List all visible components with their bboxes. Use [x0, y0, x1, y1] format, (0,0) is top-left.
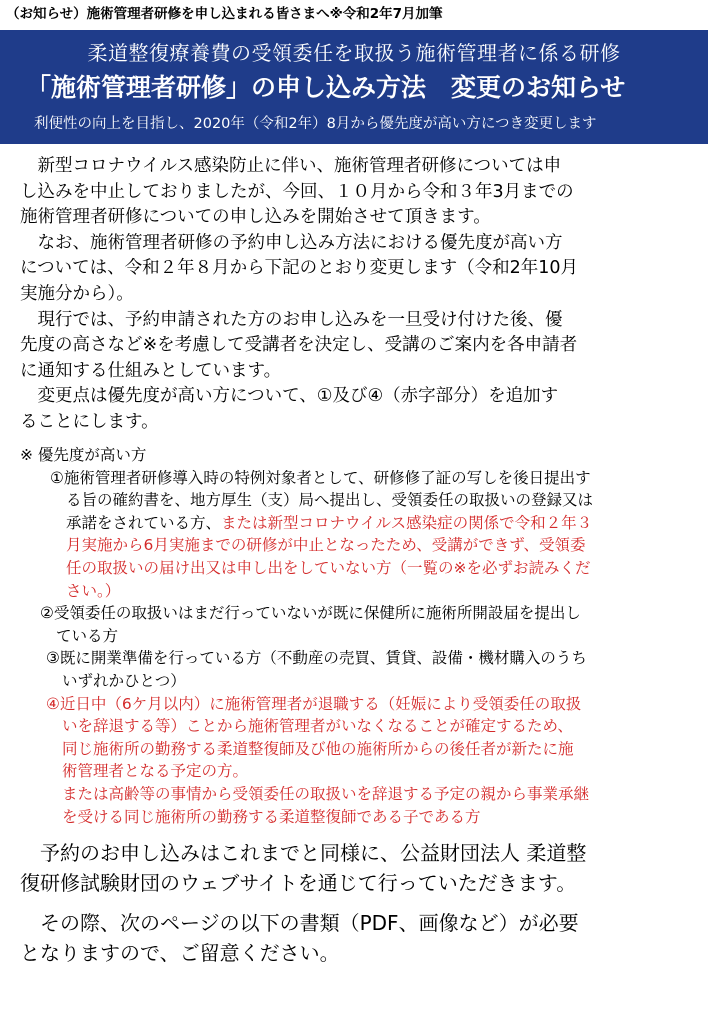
paragraph-1: 新型コロナウイルス感染防止に伴い、施術管理者研修については申 し込みを中止しておりましたが、今回、１０月から令和３年3月までの 施術管理者研修についての申し込みを開始させて頂きます。 — [20, 156, 574, 228]
title-banner — [0, 30, 708, 144]
paragraph-2: なお、施術管理者研修の予約申し込み方法における優先度が高い方 については、令和２年８月から下記のとおり変更します（令和2年10月 実施分から）。 — [20, 232, 579, 304]
banner-title: 「施術管理者研修」の申し込み方法 変更のお知らせ — [26, 73, 626, 102]
priority-item-3: ③既に開業準備を行っている方（不動産の売買、賃貸、設備・機材購入のうち いずれかひとつ） — [46, 649, 587, 690]
priority-heading: ※ 優先度が高い方 — [20, 446, 147, 464]
priority-item-2: ②受領委任の取扱いはまだ行っていないが既に保健所に施術所開設届を提出し ている方 — [40, 604, 581, 645]
header-note: （お知らせ）施術管理者研修を申し込まれる皆さまへ※令和2年7月加筆 — [6, 6, 443, 22]
paragraph-3: 現行では、予約申請された方のお申し込みを一旦受け付けた後、優 先度の高さなど※を考慮して受講者を決定し、受講のご案内を各申請者 に通知する仕組みとしています。 — [20, 309, 578, 381]
closing-paragraph-2: その際、次のページの以下の書類（PDF、画像など）が必要 となりますので、ご留意ください。 — [20, 911, 579, 965]
priority-notes — [20, 444, 700, 828]
banner-tagline: 利便性の向上を目指し、2020年（令和2年）8月から優先度が高い方につき変更します — [34, 116, 597, 132]
banner-subtitle: 柔道整復療養費の受領委任を取扱う施術管理者に係る研修 — [87, 41, 621, 65]
priority-item-4: ④近日中（6ケ月以内）に施術管理者が退職する（妊娠により受領委任の取扱 いを辞退する等）ことから施術管理者がいなくなることが確定するため、 同じ施術所の勤務する柔道整復師及び他の施術所からの後任者が新たに施 術管理者となる予定の方。 または高齢等の事情から受領委任の取扱いを辞退する予定の親から事業承継 を受ける同じ施術所の勤務する柔道整復師である子である方 — [46, 694, 590, 826]
closing-paragraph-1: 予約のお申し込みはこれまでと同様に、公益財団法人 柔道整 復研修試験財団のウェブサイトを通じて行っていただきます。 — [20, 841, 587, 895]
priority-item-1: ①施術管理者研修導入時の特例対象者として、研修修了証の写しを後日提出す る旨の確約書を、地方厚生（支）局へ提出し、受領委任の取扱いの登録又は 承諾をされている方、または新型コロナウイルス感染症の関係で令和２年３ 月実施から6月実施までの研修が中止となったため、受講ができず、受領委 任の取扱いの届け出又は申し出をしていない方（一覧の※を必ずお読みくだ さい。） — [50, 468, 594, 600]
intro-body — [20, 154, 692, 436]
paragraph-4: 変更点は優先度が高い方について、①及び④（赤字部分）を追加す ることにします。 — [20, 386, 559, 432]
